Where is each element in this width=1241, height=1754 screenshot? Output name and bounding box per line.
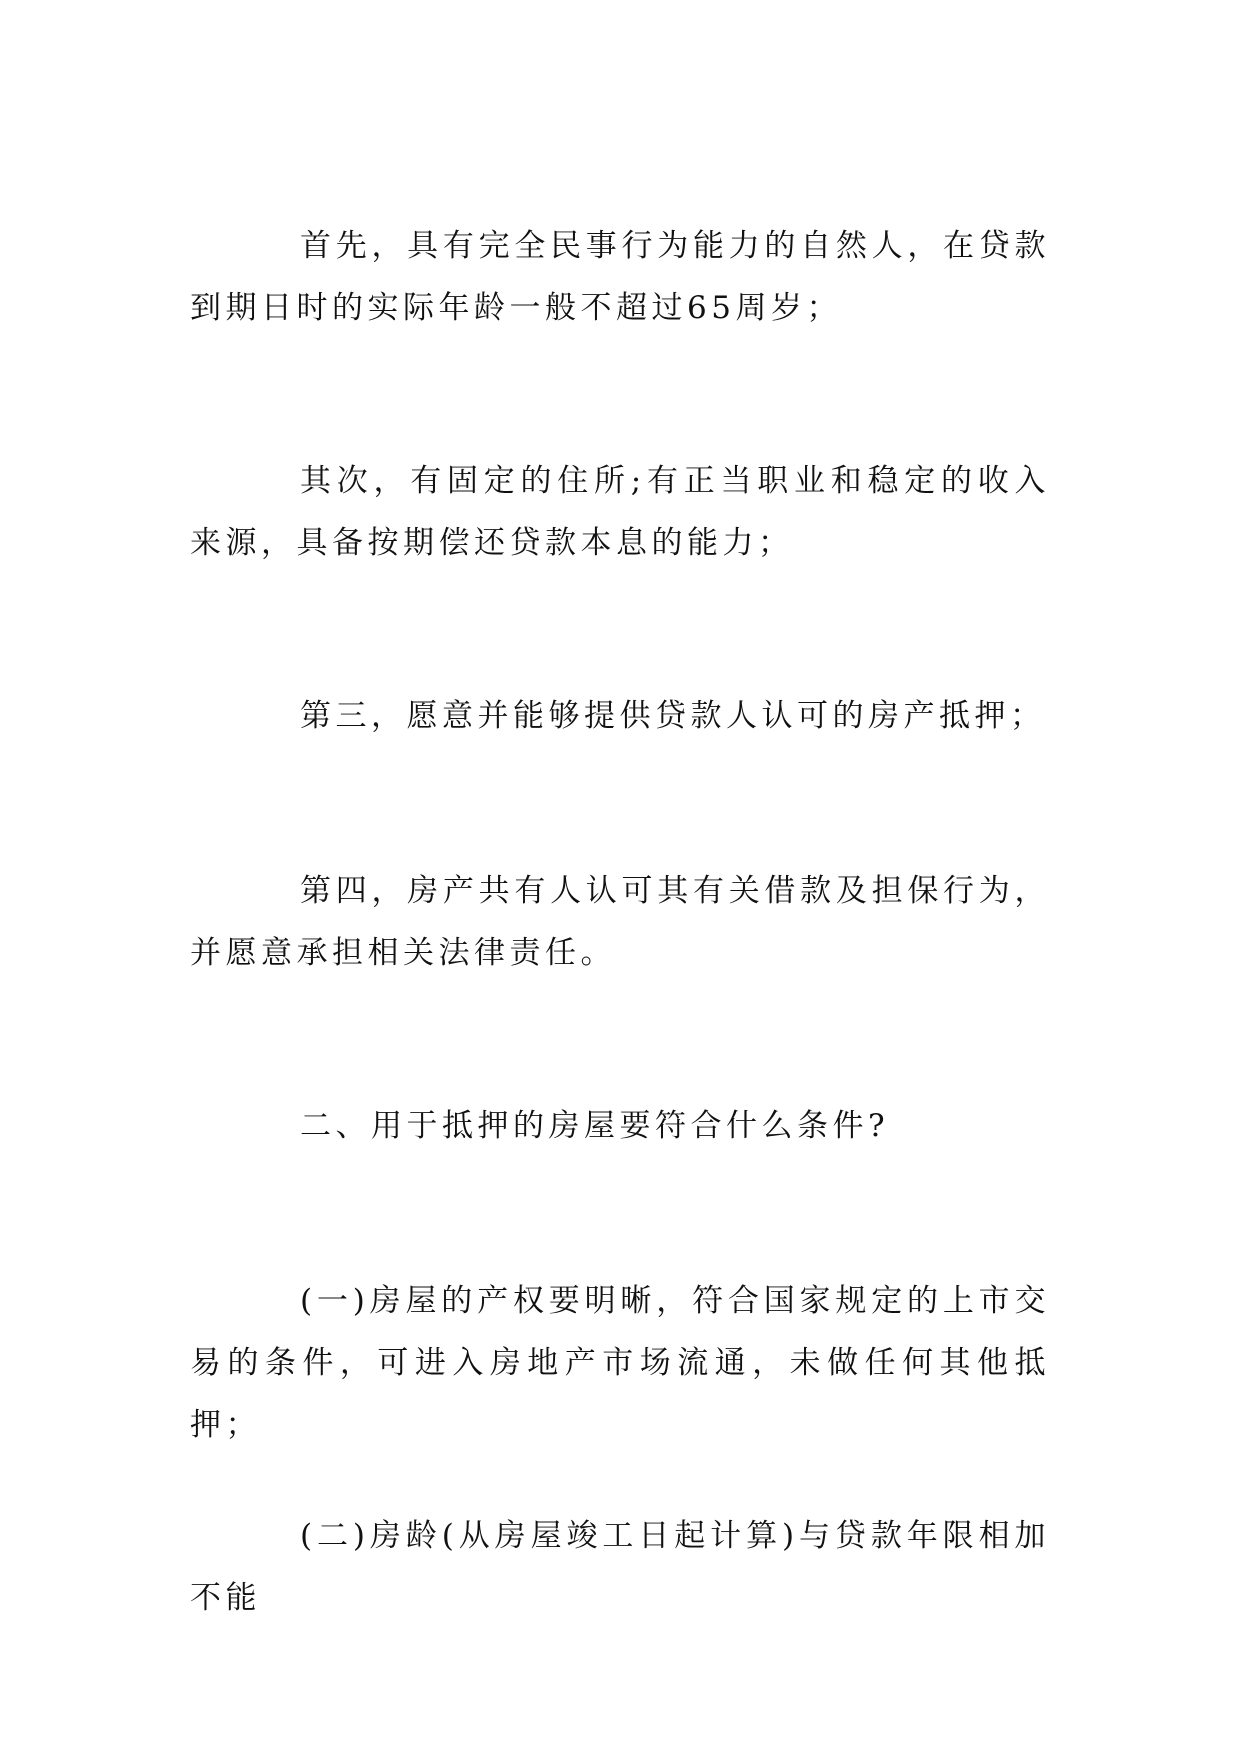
paragraph-clear-title: (一)房屋的产权要明晰，符合国家规定的上市交易的条件，可进入房地产市场流通，未做任何其他抵押；: [190, 1283, 1050, 1443]
paragraph-borrower-age: 首先，具有完全民事行为能力的自然人，在贷款到期日时的实际年龄一般不超过65周岁；: [190, 228, 1050, 326]
paragraph-property-mortgage: 第三，愿意并能够提供贷款人认可的房产抵押；: [300, 698, 1046, 734]
paragraph-co-owner-consent: 第四，房产共有人认可其有关借款及担保行为，并愿意承担相关法律责任。: [190, 873, 1050, 971]
paragraph-residence-income: 其次，有固定的住所;有正当职业和稳定的收入来源，具备按期偿还贷款本息的能力；: [190, 463, 1050, 561]
section-heading-property-conditions: 二、用于抵押的房屋要符合什么条件?: [300, 1108, 890, 1144]
paragraph-house-age: (二)房龄(从房屋竣工日起计算)与贷款年限相加不能: [190, 1518, 1050, 1616]
